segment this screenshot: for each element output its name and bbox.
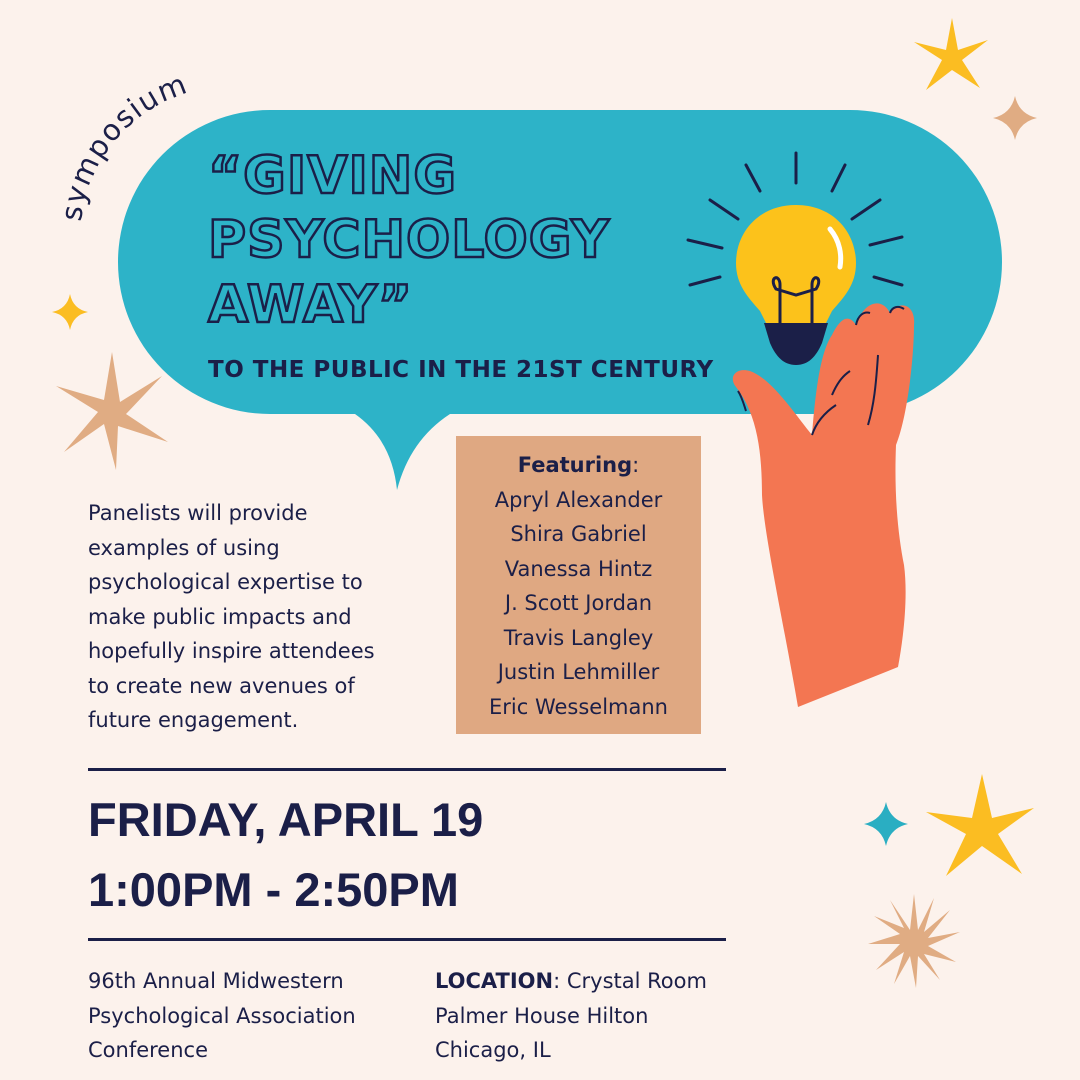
conference-info [88,964,356,1068]
location-city: Chicago, IL [435,1038,551,1062]
featuring-heading: Featuring: [517,453,640,477]
title-line-3: AWAY” [208,275,414,335]
panelist-name: J. Scott Jordan [504,591,653,615]
divider-top [88,768,726,771]
conference-line: 96th Annual Midwestern [88,969,344,993]
symposium-text: symposium [54,66,193,224]
panelist-name: Shira Gabriel [510,522,647,546]
description: Panelists will provide examples of using psychological expertise to make public impacts and hopefully inspire attendees to create new avenues of future engagement. [88,501,375,732]
location-room: LOCATION: Crystal Room [435,969,707,993]
svg-text:symposium [54,66,192,223]
panelist-name: Eric Wesselmann [489,694,668,719]
conference-line: Conference [88,1038,209,1062]
location-venue: Palmer House Hilton [435,1003,649,1028]
title-line-1: “GIVING [208,146,457,206]
featuring-box [456,436,701,734]
divider-bottom [88,938,726,941]
event-date: FRIDAY, APRIL 19 [88,793,484,846]
panelist-name: Vanessa Hintz [504,556,653,581]
panelist-name: Travis Langley [503,625,654,650]
subtitle: TO THE PUBLIC IN THE 21ST CENTURY [208,357,714,383]
event-time: 1:00PM - 2:50PM [88,863,459,916]
panelist-name: Apryl Alexander [494,487,663,512]
hand-icon [728,295,928,715]
panelist-name: Justin Lehmiller [497,660,660,684]
location-info [435,964,707,1068]
conference-line: Psychological Association [88,1003,356,1028]
title-line-2: PSYCHOLOGY [208,210,610,270]
